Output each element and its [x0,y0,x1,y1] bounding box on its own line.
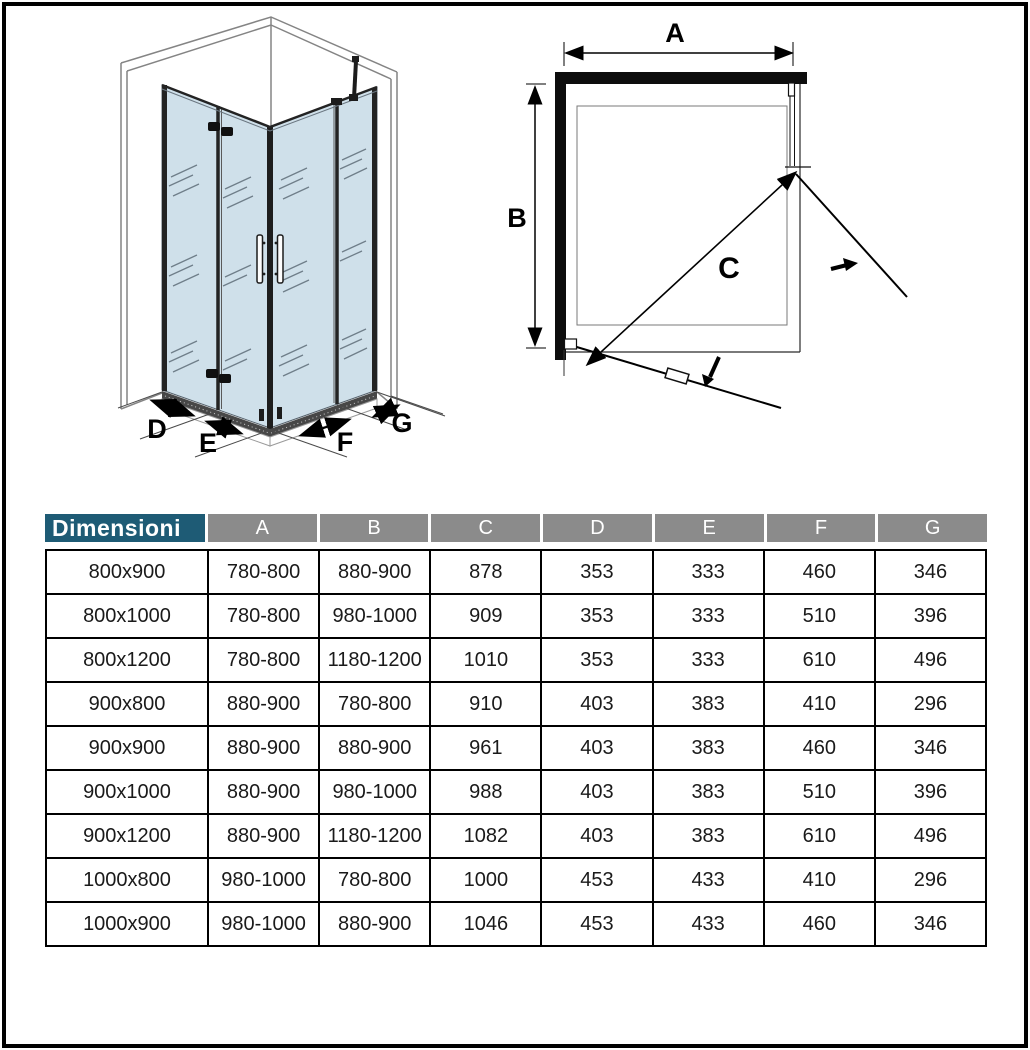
table-row [46,726,986,770]
cell-e: 433 [653,858,764,902]
tray-outline [577,106,787,325]
dimension-label-a: A [665,20,685,48]
cell-g: 296 [875,858,986,902]
cell-c: 1000 [430,858,541,902]
cell-c: 1082 [430,814,541,858]
cell-a: 780-800 [208,638,319,682]
cell-a: 880-900 [208,726,319,770]
table-corner-label: Dimensioni [45,514,205,542]
cell-a: 880-900 [208,770,319,814]
right-door-swing [796,174,907,297]
column-header-c: C [431,514,540,542]
cell-e: 383 [653,814,764,858]
table-row [46,770,986,814]
dimension-label-f: F [336,427,354,457]
cell-c: 961 [430,726,541,770]
cell-b: 780-800 [319,682,430,726]
cell-f: 460 [764,550,875,594]
cell-e: 333 [653,550,764,594]
cell-a: 780-800 [208,550,319,594]
door-handle-plan [665,368,689,384]
cell-g: 346 [875,726,986,770]
table-header-row [45,514,987,542]
dimension-label-c: C [718,252,740,285]
cell-d: 453 [541,858,652,902]
dimensions-table [45,514,987,947]
cell-d: 403 [541,814,652,858]
cell-g: 496 [875,638,986,682]
dimension-c-diagonal [588,173,795,364]
cell-d: 403 [541,770,652,814]
cell-e: 383 [653,682,764,726]
cell-g: 496 [875,814,986,858]
column-header-d: D [543,514,652,542]
cell-b: 880-900 [319,550,430,594]
cell-d: 403 [541,726,652,770]
cell-f: 460 [764,902,875,946]
cell-e: 333 [653,594,764,638]
row-size-label: 900x800 [46,682,208,726]
cell-d: 353 [541,638,652,682]
column-header-f: F [767,514,876,542]
cell-b: 980-1000 [319,594,430,638]
dimension-label-g: G [391,408,413,438]
cell-e: 433 [653,902,764,946]
cell-b: 980-1000 [319,770,430,814]
cell-d: 403 [541,682,652,726]
plan-walls [555,72,807,360]
row-size-label: 800x1200 [46,638,208,682]
column-header-g: G [878,514,987,542]
row-size-label: 800x900 [46,550,208,594]
table-row [46,594,986,638]
cell-b: 880-900 [319,902,430,946]
table-body [45,549,987,947]
cell-g: 296 [875,682,986,726]
row-size-label: 900x900 [46,726,208,770]
cell-c: 1046 [430,902,541,946]
row-size-label: 1000x800 [46,858,208,902]
cell-f: 610 [764,638,875,682]
cell-d: 353 [541,550,652,594]
row-size-label: 900x1000 [46,770,208,814]
row-size-label: 800x1000 [46,594,208,638]
column-header-e: E [655,514,764,542]
cell-f: 510 [764,770,875,814]
isometric-enclosure-diagram [55,5,455,480]
row-size-label: 1000x900 [46,902,208,946]
glass-right-plane [270,87,377,428]
cell-d: 353 [541,594,652,638]
cell-c: 910 [430,682,541,726]
table-row [46,638,986,682]
row-size-label: 900x1200 [46,814,208,858]
cell-c: 909 [430,594,541,638]
left-door-swing [564,339,781,408]
cell-g: 346 [875,902,986,946]
enclosure-outline [566,84,800,352]
table-row [46,858,986,902]
cell-f: 610 [764,814,875,858]
cell-g: 346 [875,550,986,594]
cell-g: 396 [875,770,986,814]
cell-e: 333 [653,638,764,682]
cell-c: 988 [430,770,541,814]
column-header-b: B [320,514,429,542]
cell-g: 396 [875,594,986,638]
dimension-label-e: E [198,428,218,458]
right-door-pivot [785,83,811,167]
dimension-label-b: B [507,203,527,233]
cell-c: 1010 [430,638,541,682]
cell-b: 1180-1200 [319,638,430,682]
dimension-label-d: D [147,414,167,444]
table-row [46,682,986,726]
cell-f: 410 [764,682,875,726]
cell-c: 878 [430,550,541,594]
column-header-a: A [208,514,317,542]
dimension-b [526,84,546,348]
cell-a: 980-1000 [208,858,319,902]
cell-e: 383 [653,726,764,770]
cell-b: 1180-1200 [319,814,430,858]
cell-d: 453 [541,902,652,946]
cell-a: 880-900 [208,682,319,726]
cell-f: 510 [764,594,875,638]
cell-b: 780-800 [319,858,430,902]
cell-f: 460 [764,726,875,770]
cell-a: 880-900 [208,814,319,858]
table-row [46,902,986,946]
table-row [46,814,986,858]
cell-a: 780-800 [208,594,319,638]
cell-b: 880-900 [319,726,430,770]
plan-view-diagram [500,20,930,440]
cell-e: 383 [653,770,764,814]
cell-a: 980-1000 [208,902,319,946]
table-row [46,550,986,594]
cell-f: 410 [764,858,875,902]
